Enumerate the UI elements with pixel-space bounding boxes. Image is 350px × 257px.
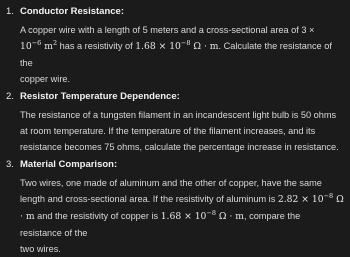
problem-number: 1. bbox=[6, 6, 14, 17]
problem-title: Conductor Resistance: bbox=[20, 6, 124, 17]
math-expression bbox=[161, 211, 244, 222]
math-exponent: −8 bbox=[206, 209, 216, 217]
math-unit: Ω · m bbox=[190, 41, 219, 52]
problem-text: has a resistivity of bbox=[57, 41, 136, 51]
problem-2 bbox=[6, 87, 344, 155]
math-base: 1.68 × 10 bbox=[135, 41, 181, 52]
math-exponent: −6 bbox=[31, 39, 42, 47]
problem-number: 2. bbox=[6, 91, 14, 102]
problem-text: A copper wire with a length of 5 meters and a cross-sectional area of 3 × bbox=[20, 25, 315, 35]
math-unit: Ω · m bbox=[215, 211, 244, 222]
math-base: 1.68 × 10 bbox=[160, 211, 207, 222]
problem-title: Material Comparison: bbox=[20, 159, 118, 170]
problem-text: and the resistivity of copper is bbox=[34, 211, 161, 221]
problem-2-text: The resistance of a tungsten filament in an incandescent light bulb is 50 ohms at room temperature. If the temperature of the filament increases, and its resistance becomes 75 ohms, calculate the percentage increase in resistance. bbox=[20, 110, 339, 152]
problem-1-heading bbox=[6, 2, 344, 22]
problem-text: two wires. bbox=[20, 244, 61, 254]
problem-1 bbox=[6, 2, 344, 87]
problem-3 bbox=[6, 155, 344, 257]
problem-text: copper wire. bbox=[20, 74, 71, 84]
problem-text: , compare the resistance of the bbox=[20, 211, 301, 238]
math-expression bbox=[20, 41, 57, 52]
math-exponent: −8 bbox=[323, 192, 334, 200]
problem-3-text bbox=[20, 175, 344, 257]
math-unit: Ω · m bbox=[20, 194, 344, 222]
math-expression bbox=[135, 41, 218, 52]
problem-number: 3. bbox=[6, 159, 14, 170]
math-base: 2.82 × 10 bbox=[277, 194, 324, 205]
problem-3-heading bbox=[6, 155, 344, 175]
math-unit: m bbox=[41, 41, 53, 52]
problem-title: Resistor Temperature Dependence: bbox=[20, 91, 180, 102]
problem-1-text bbox=[20, 22, 344, 87]
math-base: 10 bbox=[20, 41, 32, 52]
problem-2-heading bbox=[6, 87, 344, 107]
math-exponent: 2 bbox=[52, 39, 58, 47]
math-exponent: −8 bbox=[180, 39, 191, 47]
problem-text: Two wires, one made of aluminum and the other of copper, have the same length and cross-sectional area. If the resistivity of aluminum is bbox=[20, 178, 322, 204]
problem-text: . Calculate the resistance of the bbox=[20, 41, 332, 68]
